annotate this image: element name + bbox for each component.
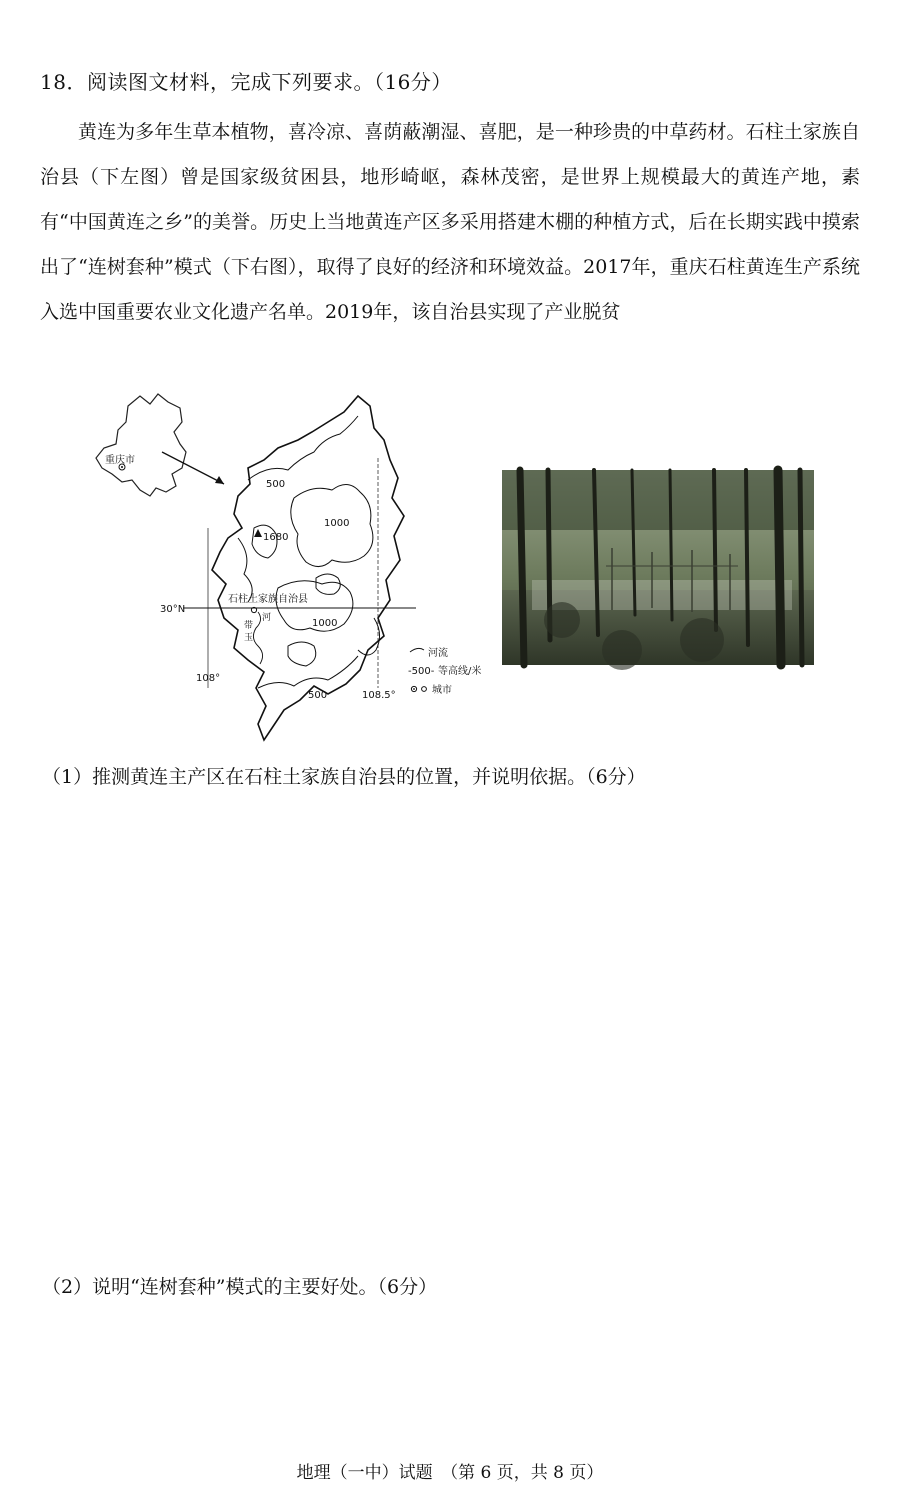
county-boundary: [212, 396, 404, 740]
contour-map-figure: [88, 388, 482, 748]
legend-city-icon-b: [422, 687, 427, 692]
contour-500-label-a: 500: [266, 479, 286, 490]
lon-left-label: 108°: [196, 673, 221, 684]
contour-500-west: [238, 538, 252, 602]
contour-inner-south: [288, 642, 316, 666]
chongqing-outline: [96, 394, 186, 496]
legend-river-label: 河流: [428, 648, 448, 659]
county-label: 石柱土家族自治县: [228, 594, 308, 605]
river-char-2: 带: [244, 621, 254, 631]
legend-contour-label: 等高线/米: [438, 666, 482, 677]
peak-marker: [254, 529, 262, 537]
passage-text: 黄连为多年生草本植物，喜冷凉、喜荫蔽潮湿、喜肥，是一种珍贵的中草药材。石柱土家族自治县（下左图）曾是国家级贫困县，地形崎岖，森林茂密，是世界上规模最大的黄连产地，素有“中国黄连之乡”的美誉。历史上当地黄连产区多采用搭建木棚的种植方式，后在长期实践中摸索出了“连树套种”模式（下右图），取得了良好的经济和环境效益。2017年，重庆石柱黄连生产系统入选中国重要农业文化遗产名单。2019年，该自治县实现了产业脱贫: [40, 121, 860, 323]
city-label: 重庆市: [105, 455, 135, 466]
contour-500-label-b: 500: [308, 690, 328, 701]
contour-1000-label-b: 1000: [312, 618, 338, 629]
river-char-1: 河: [262, 613, 272, 623]
question-passage: [40, 110, 860, 335]
forest-intercropping-photo: [502, 470, 814, 665]
sub-question-2: （2）说明“连树套种”模式的主要好处。（6分）: [42, 1276, 438, 1298]
contour-500-south: [258, 656, 358, 688]
lat-label: 30°N: [160, 604, 186, 615]
contour-small-ring: [316, 574, 340, 594]
question-title: 18．阅读图文材料，完成下列要求。（16分）: [40, 70, 452, 94]
legend-river-icon: [410, 648, 424, 652]
inset-arrow: [162, 452, 224, 484]
river-char-3: 玉: [244, 633, 254, 643]
page-footer: 地理（一中）试题 （第 6 页，共 8 页）: [296, 1463, 604, 1483]
legend-city-label: 城市: [432, 685, 452, 696]
peak-label: 1680: [263, 532, 289, 543]
contour-1000-label-a: 1000: [324, 518, 350, 529]
lon-right-label: 108.5°: [362, 690, 396, 701]
contour-500-north: [248, 416, 358, 480]
legend-contour-sample: -500-: [408, 666, 435, 677]
sub-question-1: （1）推测黄连主产区在石柱土家族自治县的位置，并说明依据。（6分）: [42, 766, 646, 788]
